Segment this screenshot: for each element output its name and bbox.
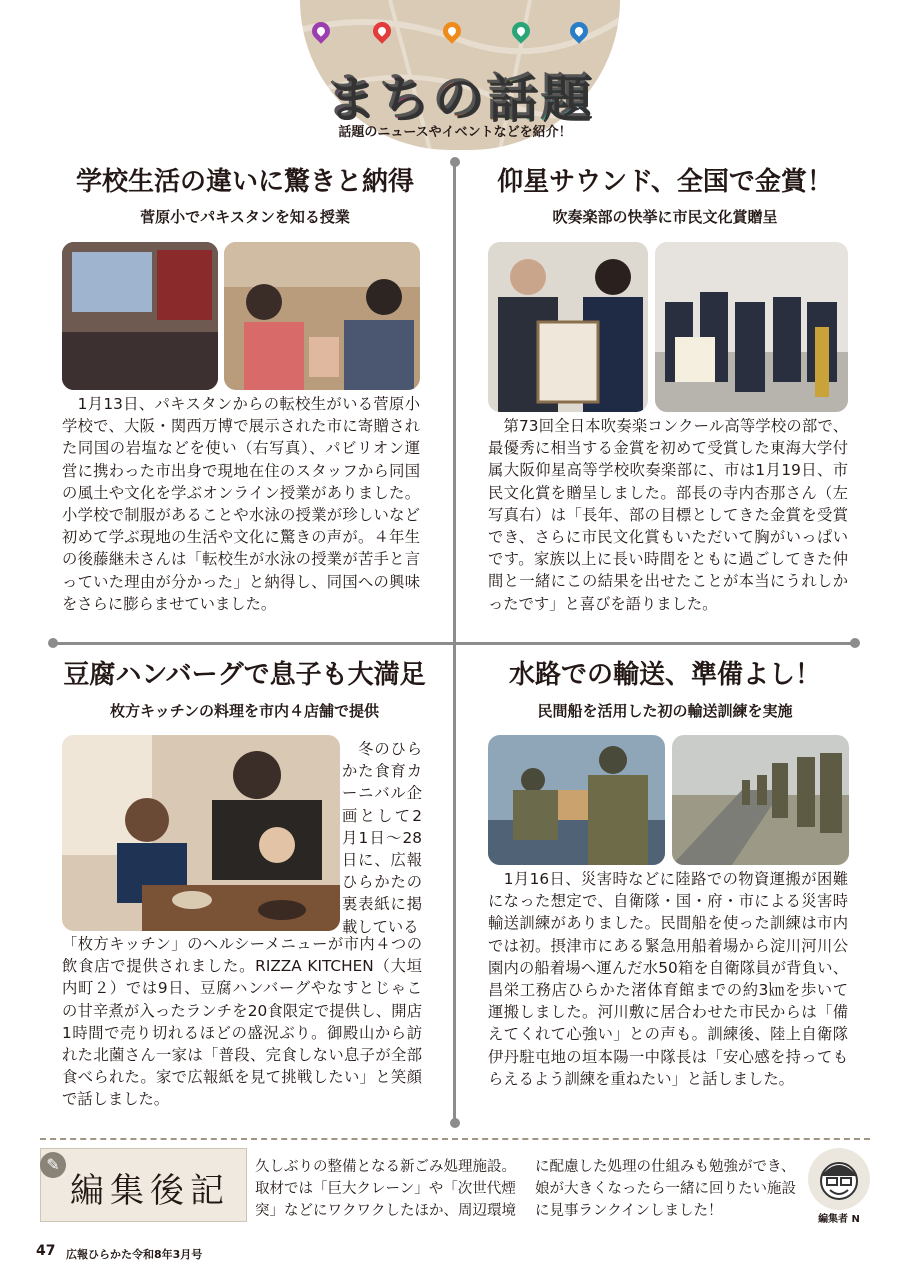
- page-number: 47: [36, 1243, 56, 1259]
- divider-dot: [48, 638, 58, 648]
- map-pin-icon: [308, 18, 333, 43]
- editor-name: 編集者 N: [818, 1214, 860, 1225]
- article-photo: [672, 735, 849, 865]
- pin-row: [310, 22, 610, 52]
- editor-note-text-col1: 久しぶりの整備となる新ごみ処理施設。取材では「巨大クレーン」や「次世代煙突」などにワクワクしたほか、周辺環境: [255, 1159, 516, 1219]
- article-subtitle: 菅原小でパキスタンを知る授業: [140, 208, 350, 226]
- horizontal-divider: [52, 642, 856, 645]
- divider-dot: [450, 157, 460, 167]
- map-pin-icon: [439, 18, 464, 43]
- article-title: 豆腐ハンバーグで息子も大満足: [63, 660, 426, 690]
- article-photo: [224, 242, 420, 390]
- article-subtitle: 民間船を活用した初の輸送訓練を実施: [537, 702, 793, 720]
- editor-avatar: [808, 1148, 870, 1210]
- article-subtitle: 枚方キッチンの料理を市内４店舗で提供: [110, 702, 379, 720]
- article-title: 水路での輸送、準備よし！: [508, 660, 821, 690]
- article-photo: [62, 242, 218, 390]
- page-title-text: まちの話題: [325, 69, 595, 127]
- map-pin-icon: [508, 18, 533, 43]
- map-pin-icon: [369, 18, 394, 43]
- article-photo: [655, 242, 848, 412]
- page-subtitle: 話題のニュースやイベントなどを紹介！: [338, 125, 572, 140]
- divider-dot: [450, 1118, 460, 1128]
- map-pin-icon: [566, 18, 591, 43]
- article-body: 第73回全日本吹奏楽コンクール高等学校の部で、最優秀に相当する金賞を初めて受賞した東海大学付属大阪仰星高等学校吹奏楽部に、市は1月19日、市民文化賞を贈呈しました。部長の寺内杏那さん（左写真右）は「長年、部の目標としてきた金賞を受賞でき、さらに市民文化賞もいただいて胸がいっぱいです。家族以上に長い時間をともに過ごしてきた仲間と一緒にこの結果を出せたことが本当にうれしかったです」と喜びを語りました。: [488, 417, 848, 613]
- article-photo: [488, 242, 648, 412]
- editor-note-text-col2: に配慮した処理の仕組みも勉強ができ、娘が大きくなったら一緒に回りたい施設に見事ランクインしました！: [535, 1159, 796, 1219]
- article-body: 「枚方キッチン」のヘルシーメニューが市内４つの飲食店で提供されました。RIZZA KITCHEN（大垣内町２）では9日、豆腐ハンバーグやなすとじゃこの甘辛煮が入ったランチを20食限定で提供し、開店1時間で売り切れるほどの盛況ぶり。御殿山から訪れた北薗さん一家は「普段、完食しない息子が全部食べられた。家で広報紙を見て挑戦したい」と笑顔で話しました。: [62, 935, 422, 1109]
- divider-dot: [850, 638, 860, 648]
- editor-note-label: 編集後記: [70, 1171, 230, 1211]
- article-subtitle: 吹奏楽部の快挙に市民文化賞贈呈: [552, 208, 778, 226]
- article-photo: [62, 735, 340, 931]
- article-title: 仰星サウンド、全国で金賞！: [497, 167, 833, 197]
- page-title: [290, 58, 630, 130]
- article-body: 1月13日、パキスタンからの転校生がいる菅原小学校で、大阪・関西万博で展示された市に寄贈された同国の岩塩などを使い（右写真）、パビリオン運営に携わった市出身で現地在住のスタッフから同国の風土や文化を学ぶオンライン授業がありました。小学校で制服があることや水泳の授業が珍しいなど初めて学ぶ現地の生活や文化に驚きの声が。４年生の後藤継未さんは「転校生が水泳の授業が苦手と言っていた理由が分かった」と納得し、同国への興味をさらに膨らませていました。: [62, 395, 420, 613]
- pencil-icon: ✎: [40, 1152, 66, 1178]
- article-body: 1月16日、災害時などに陸路での物資運搬が困難になった想定で、自衛隊・国・府・市による災害時輸送訓練がありました。民間船を使った訓練は市内では初。摂津市にある緊急用船着場から淀川河川公園内の船着場へ運んだ水50箱を自衛隊員が背負い、昌栄工務店ひらかた渚体育館までの約3㎞を歩いて運搬しました。河川敷に居合わせた市民からは「備えてくれて心強い」との声も。訓練後、陸上自衛隊伊丹駐屯地の垣本陽一中隊長は「安心感を持ってもらえるよう訓練を重ねたい」と話しました。: [488, 870, 848, 1088]
- footer-dashed-line: [40, 1138, 870, 1140]
- article-photo: [488, 735, 665, 865]
- publication-name: 広報ひらかた令和8年3月号: [66, 1248, 203, 1261]
- article-title: 学校生活の違いに驚きと納得: [75, 167, 414, 197]
- article-body-side: 冬のひらかた食育カーニバル企画として2月1日～28日に、広報ひらかたの裏表紙に掲載している: [342, 740, 422, 936]
- face-icon: [808, 1148, 870, 1210]
